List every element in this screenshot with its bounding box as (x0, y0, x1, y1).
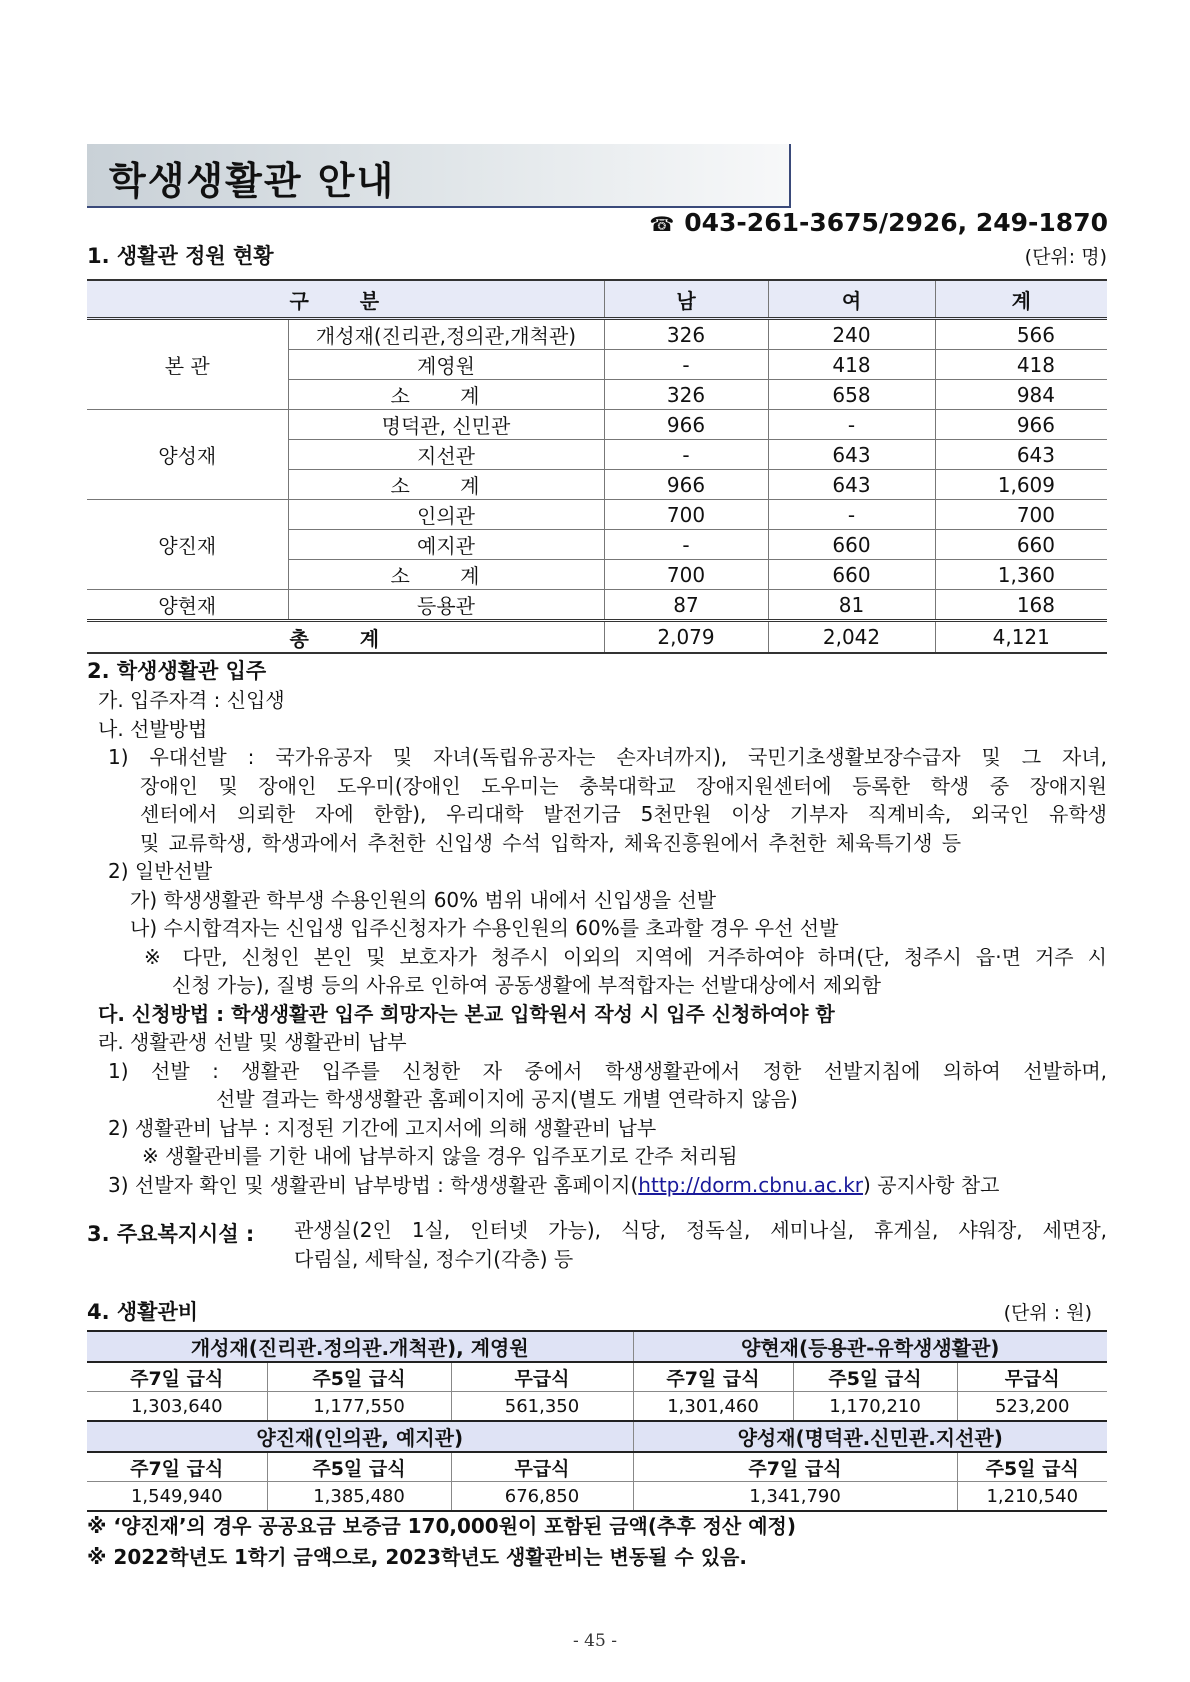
female-cell: 643 (768, 440, 935, 470)
fee-value: 1,177,550 (267, 1392, 451, 1422)
meal-plan-label: 주7일 급식 (87, 1362, 267, 1392)
male-cell: 700 (604, 560, 768, 590)
section4-unit: (단위 : 원) (1003, 1302, 1092, 1324)
selection-payment-title: 라. 생활관생 선발 및 생활관비 납부 (98, 1030, 407, 1054)
section3-heading: 3. 주요복지시설 : (87, 1222, 255, 1246)
male-cell: 87 (604, 590, 768, 621)
meal-plan-label: 주7일 급식 (633, 1362, 793, 1392)
dorm-homepage-link[interactable]: http://dorm.cbnu.ac.kr (638, 1173, 864, 1197)
fee-value: 523,200 (957, 1392, 1107, 1422)
residence-note-line1: ※ 다만, 신청인 본인 및 보호자가 청주시 이외의 지역에 거주하여야 하며(단, 청주시 읍·면 거주 시 (144, 945, 1107, 969)
residence-note-line2: 신청 가능), 질병 등의 사유로 인하여 공동생활에 부적합자는 선발대상에서 제외함 (172, 973, 881, 997)
fee-value: 1,549,940 (87, 1482, 267, 1512)
page-title: 학생생활관 안내 (109, 159, 396, 203)
female-cell: 643 (768, 470, 935, 500)
fee-table (87, 1330, 1107, 1512)
phone-icon: ☎ (649, 212, 675, 236)
meal-plan-label: 주5일 급식 (793, 1362, 957, 1392)
sum-cell: 1,609 (935, 470, 1107, 500)
sum-cell: 1,360 (935, 560, 1107, 590)
group-cell: 양진재 (87, 500, 288, 590)
female-cell: 81 (768, 590, 935, 621)
section1-unit: (단위: 명) (1024, 246, 1107, 268)
female-cell: 240 (768, 319, 935, 350)
title-banner (87, 144, 791, 208)
meal-plan-label: 주7일 급식 (633, 1452, 957, 1482)
meal-plan-label: 무급식 (957, 1362, 1107, 1392)
row-label: 인의관 (288, 500, 604, 530)
sum-cell: 660 (935, 530, 1107, 560)
male-cell: 966 (604, 470, 768, 500)
page-number: - 45 - (573, 1631, 617, 1651)
selection-line1: 1) 선발 : 생활관 입주를 신청한 자 중에서 학생생활관에서 정한 선발지침에 의하여 선발하며, (108, 1059, 1107, 1083)
row-label: 예지관 (288, 530, 604, 560)
male-cell: - (604, 350, 768, 380)
phone-number: 043-261-3675/2926, 249-1870 (684, 208, 1108, 237)
meal-plan-label: 주5일 급식 (267, 1362, 451, 1392)
priority-selection-line4: 및 교류학생, 학생과에서 추천한 신입생 수석 입학자, 체육진흥원에서 추천한 체육특기생 등 (140, 831, 962, 855)
table-row (87, 410, 1107, 440)
header-cell: 계 (935, 280, 1107, 319)
sum-cell: 643 (935, 440, 1107, 470)
male-total: 2,079 (604, 621, 768, 654)
application-method: 다. 신청방법 : 학생생활관 입주 희망자는 본교 입학원서 작성 시 입주 신청하여야 함 (98, 1002, 835, 1026)
meal-plan-label: 주5일 급식 (267, 1452, 451, 1482)
female-cell: 418 (768, 350, 935, 380)
general-selection-a: 가) 학생생활관 학부생 수용인원의 60% 범위 내에서 신입생을 선발 (130, 888, 717, 912)
group-cell: 양성재 (87, 410, 288, 500)
sum-cell: 168 (935, 590, 1107, 621)
section4-heading: 4. 생활관비 (87, 1300, 199, 1324)
phone-line (649, 208, 1108, 237)
fee-group-title: 양현재(등용관-유학생생활관) (633, 1331, 1107, 1362)
fee-group-title: 개성재(진리관.정의관.개척관), 계영원 (87, 1331, 633, 1362)
fee-value: 1,210,540 (957, 1482, 1107, 1512)
fee-change-note: ※ 2022학년도 1학기 금액으로, 2023학년도 생활관비는 변동될 수 있음. (87, 1545, 747, 1569)
sum-cell: 966 (935, 410, 1107, 440)
male-cell: - (604, 530, 768, 560)
fee-value: 1,170,210 (793, 1392, 957, 1422)
payment-note: ※ 생활관비를 기한 내에 납부하지 않을 경우 입주포기로 간주 처리됨 (142, 1144, 738, 1168)
header-cell: 여 (768, 280, 935, 319)
header-cell: 남 (604, 280, 768, 319)
fee-value: 561,350 (451, 1392, 633, 1422)
payment-text: 2) 생활관비 납부 : 지정된 기간에 고지서에 의해 생활관비 납부 (108, 1116, 657, 1140)
sum-cell: 700 (935, 500, 1107, 530)
fee-value: 1,303,640 (87, 1392, 267, 1422)
sum-cell: 566 (935, 319, 1107, 350)
confirmation-line: 3) 선발자 확인 및 생활관비 납부방법 : 학생생활관 홈페이지(http://dorm.cbnu.ac.kr) 공지사항 참고 (108, 1173, 1000, 1197)
general-selection-b: 나) 수시합격자는 신입생 입주신청자가 수용인원의 60%를 초과할 경우 우선 선발 (130, 916, 839, 940)
table-header-row (87, 280, 1107, 319)
female-cell: 660 (768, 560, 935, 590)
table-row (87, 590, 1107, 621)
meal-plan-label: 주7일 급식 (87, 1452, 267, 1482)
female-cell: 658 (768, 380, 935, 410)
meal-plan-label: 무급식 (451, 1362, 633, 1392)
female-total: 2,042 (768, 621, 935, 654)
total-row (87, 621, 1107, 654)
table-row (87, 319, 1107, 350)
fee-value: 1,385,480 (267, 1482, 451, 1512)
row-label: 명덕관, 신민관 (288, 410, 604, 440)
sum-cell: 984 (935, 380, 1107, 410)
deposit-note: ※ ‘양진재’의 경우 공공요금 보증금 170,000원이 포함된 금액(추후 정산 예정) (87, 1514, 796, 1538)
meal-plan-label: 무급식 (451, 1452, 633, 1482)
priority-selection-line2: 장애인 및 장애인 도우미(장애인 도우미는 충북대학교 장애지원센터에 등록한 학생 중 장애지원 (140, 774, 1107, 798)
row-label: 소 계 (288, 560, 604, 590)
fee-value-row (87, 1392, 1107, 1422)
fee-sub-row (87, 1452, 1107, 1482)
sum-cell: 418 (935, 350, 1107, 380)
row-label: 등용관 (288, 590, 604, 621)
male-cell: - (604, 440, 768, 470)
total-label: 총 계 (87, 621, 604, 654)
table-row (87, 500, 1107, 530)
fee-value-row (87, 1482, 1107, 1512)
fee-title-row (87, 1421, 1107, 1452)
fee-value: 1,301,460 (633, 1392, 793, 1422)
section1-heading: 1. 생활관 정원 현황 (87, 244, 274, 268)
group-cell: 양현재 (87, 590, 288, 621)
female-cell: - (768, 500, 935, 530)
group-cell: 본 관 (87, 319, 288, 410)
row-label: 지선관 (288, 440, 604, 470)
male-cell: 700 (604, 500, 768, 530)
fee-sub-row (87, 1362, 1107, 1392)
male-cell: 966 (604, 410, 768, 440)
general-selection-title: 2) 일반선발 (108, 859, 213, 883)
selection-method-title: 나. 선발방법 (98, 717, 208, 741)
header-cell: 구 분 (87, 280, 604, 319)
female-cell: - (768, 410, 935, 440)
row-label: 계영원 (288, 350, 604, 380)
capacity-table (87, 279, 1107, 654)
facilities-line2: 다림실, 세탁실, 정수기(각층) 등 (294, 1247, 574, 1271)
fee-value: 1,341,790 (633, 1482, 957, 1512)
priority-selection-line1: 1) 우대선발 : 국가유공자 및 자녀(독립유공자는 손자녀까지), 국민기초생활보장수급자 및 그 자녀, (108, 745, 1107, 769)
row-label: 소 계 (288, 380, 604, 410)
row-label: 개성재(진리관,정의관,개척관) (288, 319, 604, 350)
fee-title-row (87, 1331, 1107, 1362)
fee-value: 676,850 (451, 1482, 633, 1512)
fee-group-title: 양성재(명덕관.신민관.지선관) (633, 1421, 1107, 1452)
female-cell: 660 (768, 530, 935, 560)
eligibility-text: 가. 입주자격 : 신입생 (98, 688, 285, 712)
selection-line2: 선발 결과는 학생생활관 홈페이지에 공지(별도 개별 연락하지 않음) (216, 1087, 798, 1111)
meal-plan-label: 주5일 급식 (957, 1452, 1107, 1482)
priority-selection-line3: 센터에서 의뢰한 자에 한함), 우리대학 발전기금 5천만원 이상 기부자 직계비속, 외국인 유학생 (140, 802, 1107, 826)
section2-heading: 2. 학생생활관 입주 (87, 659, 267, 683)
row-label: 소 계 (288, 470, 604, 500)
fee-group-title: 양진재(인의관, 예지관) (87, 1421, 633, 1452)
facilities-line1: 관생실(2인 1실, 인터넷 가능), 식당, 정독실, 세미나실, 휴게실, 샤워장, 세면장, (294, 1218, 1107, 1242)
grand-total: 4,121 (935, 621, 1107, 654)
male-cell: 326 (604, 380, 768, 410)
male-cell: 326 (604, 319, 768, 350)
